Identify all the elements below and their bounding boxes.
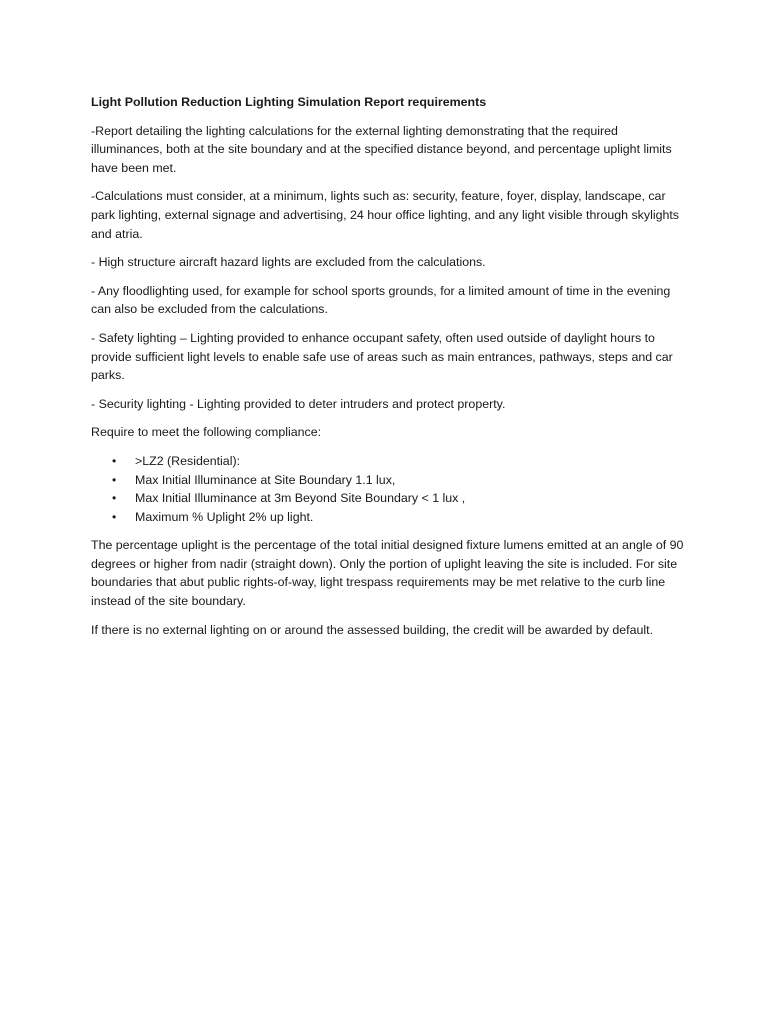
list-item-text: Maximum % Uplight 2% up light. [135, 509, 314, 524]
list-item [91, 452, 685, 471]
list-item-text: Max Initial Illuminance at 3m Beyond Site Boundary < 1 lux , [135, 491, 466, 506]
list-item-text: >LZ2 (Residential): [135, 453, 241, 468]
list-item [91, 508, 685, 527]
paragraph-floodlighting: - Any floodlighting used, for example for school sports grounds, for a limited amount of time in the evening can also be excluded from the calculations. [91, 283, 671, 317]
list-item-text: Max Initial Illuminance at Site Boundary 1.1 lux, [135, 472, 396, 487]
bullet-icon: • [112, 453, 117, 468]
list-item [91, 489, 685, 508]
paragraph-uplight-definition: The percentage uplight is the percentage of the total initial designed fixture lumens emitted at an angle of 90 degrees or higher from nadir (straight down). Only the portion of uplight leaving the site is included. For site boundaries that abut public rights-of-way, light trespass requirements may be met relative to the curb line instead of the site boundary. [91, 538, 684, 609]
paragraph-report-detail: -Report detailing the lighting calculations for the external lighting demonstrating that the required illuminances, both at the site boundary and at the specified distance beyond, and percentage uplight limits have been met. [91, 123, 672, 175]
list-item [91, 471, 685, 490]
document-title: Light Pollution Reduction Lighting Simulation Report requirements [91, 95, 487, 109]
compliance-list [91, 452, 685, 526]
bullet-icon: • [112, 509, 117, 524]
paragraph-security-lighting: - Security lighting - Lighting provided to deter intruders and protect property. [91, 396, 506, 411]
document-body [91, 93, 685, 649]
bullet-icon: • [112, 491, 117, 506]
paragraph-safety-lighting: - Safety lighting – Lighting provided to enhance occupant safety, often used outside of daylight hours to provide sufficient light levels to enable safe use of areas such as main entrances, pathways, steps and car parks. [91, 330, 673, 383]
paragraph-default-credit: If there is no external lighting on or around the assessed building, the credit will be awarded by default. [91, 622, 654, 637]
paragraph-calculations: -Calculations must consider, at a minimum, lights such as: security, feature, foyer, display, landscape, car park lighting, external signage and advertising, 24 hour office lighting, and any light visible through skylights and atria. [91, 189, 679, 241]
paragraph-aircraft-hazard: - High structure aircraft hazard lights are excluded from the calculations. [91, 255, 486, 270]
paragraph-compliance-intro: Require to meet the following compliance: [91, 425, 322, 440]
bullet-icon: • [112, 472, 117, 487]
